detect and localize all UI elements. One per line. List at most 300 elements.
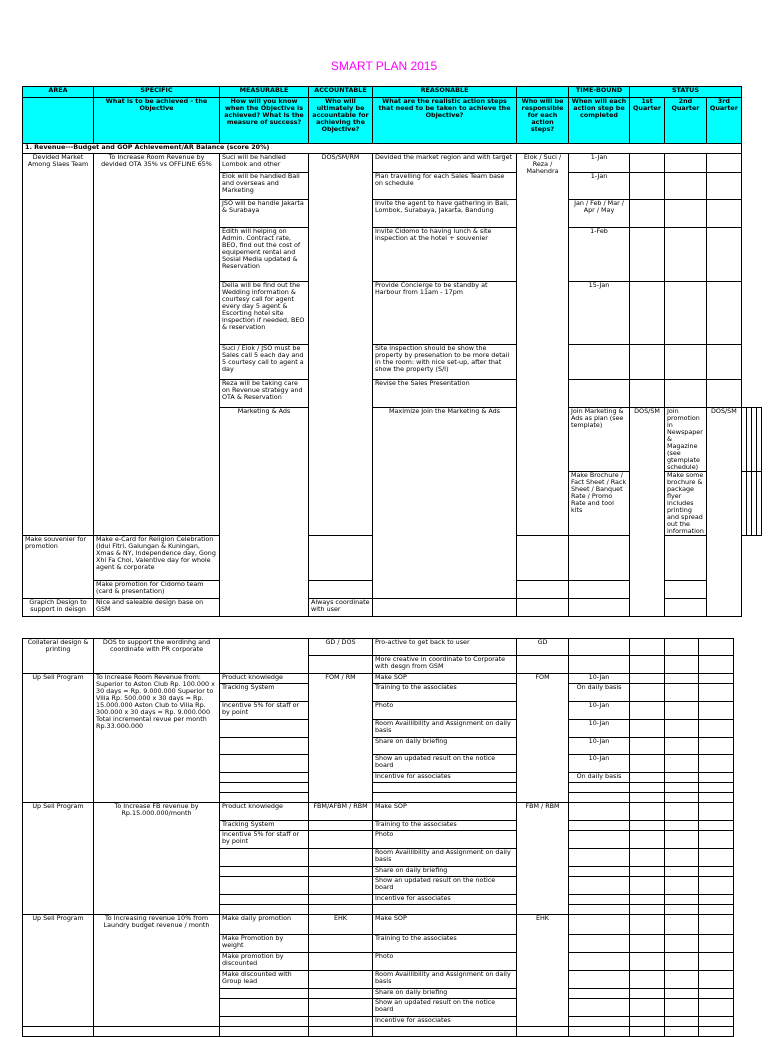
reasonable-cell: Provide Concierge to be standby at Harbour from 11am - 17pm <box>373 282 517 345</box>
header-reasonable: REASONABLE <box>373 87 517 98</box>
q1-cell <box>630 849 665 867</box>
measurable-cell: Join Marketing & Ads as plan (see template) <box>569 408 630 472</box>
measurable-cell <box>220 867 309 877</box>
q1-cell <box>630 345 665 380</box>
time-cell <box>569 803 630 821</box>
q2-cell <box>665 877 699 895</box>
time-cell <box>569 905 630 915</box>
accountable-cell <box>309 999 373 1017</box>
q1-cell <box>630 228 665 282</box>
q3-cell <box>699 905 734 915</box>
q2-cell <box>665 173 707 200</box>
header-row <box>23 87 762 98</box>
q3-cell <box>706 228 741 282</box>
reasonable-cell: Share on daily briefing <box>373 738 517 755</box>
area-cell: Up Sell Program <box>23 915 94 1027</box>
time-cell <box>569 656 630 674</box>
q3-cell <box>699 656 734 674</box>
measurable-cell: Elok will be handled Bali and overseas and Marketing <box>220 173 309 200</box>
measurable-cell: Tracking System <box>220 821 309 831</box>
header-area-blank <box>23 98 94 144</box>
section-row <box>23 144 762 154</box>
reasonable-cell: Devided the market region and with target <box>373 154 517 173</box>
q3-cell <box>699 702 734 720</box>
q3-cell <box>706 380 741 408</box>
measurable-cell: Make promotion by discounted <box>220 953 309 971</box>
header-reasonable-question: What are the realistic action steps that need to be taken to achieve the Objective? <box>373 98 517 144</box>
accountable-cell <box>309 867 373 877</box>
q3-cell <box>699 831 734 849</box>
reasonable-cell: More creative in coordinate to Corporate with desgn from GSM <box>373 656 517 674</box>
q1-cell <box>630 783 665 793</box>
q3-cell <box>699 915 734 935</box>
time-cell <box>569 793 630 803</box>
table-row <box>23 639 734 656</box>
q1-cell <box>630 793 665 803</box>
time-cell <box>569 953 630 971</box>
accountable-cell <box>309 849 373 867</box>
measurable-cell <box>220 849 309 867</box>
q2-cell <box>665 831 699 849</box>
q3-cell <box>706 282 741 345</box>
q1-cell <box>630 905 665 915</box>
time-cell <box>569 895 630 905</box>
q3-cell <box>665 581 707 599</box>
accountable-cell <box>309 656 373 674</box>
accountable-cell <box>309 877 373 895</box>
q2-cell <box>665 684 699 702</box>
q2-cell <box>665 989 699 999</box>
measurable-cell: Edith will helping on Admin. Contract rate, BEO, find out the cost of equipement rental and Sosial Media updated & Reservation <box>220 228 309 282</box>
measurable-cell: Product knowledge <box>220 803 309 821</box>
measurable-cell: Incentive 5% for staff or by point <box>220 831 309 849</box>
reasonable-cell: Make e-Card for Religion Celebration (Idul Fitri, Galungan & Kuningan, Xmas & NY, Independence day, Gong Xhi Fa Choi, Valentive day for whole agent & corporate <box>94 536 220 581</box>
q3-cell <box>699 803 734 821</box>
q2-cell <box>665 953 699 971</box>
q3-cell <box>699 877 734 895</box>
q3-cell <box>706 345 741 380</box>
header-q1: 1st Quarter <box>630 98 665 144</box>
header-time-question: When will each action step be completed <box>569 98 630 144</box>
accountable-cell <box>309 971 373 989</box>
q3-cell <box>699 773 734 783</box>
time-cell <box>569 821 630 831</box>
q3-cell <box>699 684 734 702</box>
q3-cell <box>665 536 707 581</box>
responsible-cell <box>517 656 569 674</box>
header-area: AREA <box>23 87 94 98</box>
reasonable-cell: Photo <box>373 953 517 971</box>
measurable-cell <box>220 1017 309 1027</box>
measurable-cell <box>220 755 309 773</box>
reasonable-cell: Incentive for associates <box>373 1017 517 1027</box>
accountable-cell: FBM/AFBM / RBM <box>309 803 373 821</box>
q2-cell <box>665 783 699 793</box>
time-cell: 10-Jan <box>569 674 630 684</box>
q2-cell <box>665 345 707 380</box>
area-cell: Devided Market Among Slaes Team <box>23 154 94 536</box>
q2-cell <box>665 803 699 821</box>
q1-cell <box>517 581 569 599</box>
time-cell <box>569 783 630 793</box>
measurable-cell <box>220 989 309 999</box>
reasonable-cell: Incentive for associates <box>373 895 517 905</box>
accountable-cell: DOS/SM <box>630 408 665 617</box>
reasonable-cell: Revise the Sales Presentation <box>373 380 517 408</box>
q1-cell <box>630 821 665 831</box>
header-specific-question: What is to be achieved - the Objective <box>94 98 220 144</box>
time-cell <box>569 849 630 867</box>
time-cell <box>569 639 630 656</box>
q1-cell <box>630 282 665 345</box>
responsible-cell: FOM <box>517 674 569 803</box>
specific-cell: To Increase Room Revenue by devided OTA 35% vs OFFLINE 65% <box>94 154 220 536</box>
q1-cell <box>630 915 665 935</box>
q3-cell <box>699 755 734 773</box>
area-cell: Marketing & Ads <box>220 408 309 617</box>
reasonable-cell: Join promotion in Newspaper & Magazine (see gtemplate schedule) <box>665 408 707 472</box>
header-responsible-question: Who will be responsible for each action steps? <box>517 98 569 144</box>
time-cell <box>569 935 630 953</box>
reasonable-cell: Room Availlibility and Assignment on daily basis <box>373 849 517 867</box>
time-cell: 10-Jan <box>569 738 630 755</box>
q3-cell <box>699 849 734 867</box>
measurable-cell: Make Promotion by weight <box>220 935 309 953</box>
q2-cell <box>665 282 707 345</box>
q1-cell <box>630 877 665 895</box>
area-cell: Up Sell Program <box>23 803 94 915</box>
q3-cell <box>699 674 734 684</box>
q3-cell <box>699 867 734 877</box>
q3-cell <box>699 793 734 803</box>
reasonable-cell: Incentive for associates <box>373 773 517 783</box>
smart-plan-table-page-2 <box>22 638 734 1037</box>
specific-cell <box>94 1027 220 1037</box>
time-cell: 10-Jan <box>569 702 630 720</box>
q1-cell <box>630 803 665 821</box>
accountable-cell: DOS/SM/RM <box>309 154 373 536</box>
q3-cell <box>756 408 761 472</box>
reasonable-cell: Always coordinate with user <box>309 599 373 617</box>
reasonable-cell: Share on daily briefing <box>373 989 517 999</box>
q2-cell <box>665 200 707 228</box>
measurable-cell: Make discounted with Group lead <box>220 971 309 989</box>
q2-cell <box>665 380 707 408</box>
q3-cell <box>699 989 734 999</box>
q3-cell <box>706 154 741 173</box>
accountable-cell: EHK <box>309 915 373 935</box>
measurable-cell: Make Brochure / Fact Sheet / Rack Sheet / Banquet Rate / Promo Rate and tool kits <box>569 472 630 536</box>
reasonable-cell: Make SOP <box>373 674 517 684</box>
accountable-cell <box>309 821 373 831</box>
header-question-row <box>23 98 762 144</box>
header-accountable-question: Who will ultimately be accountable for achieving the Objective? <box>309 98 373 144</box>
time-cell: 10-Jan <box>569 755 630 773</box>
accountable-cell <box>309 953 373 971</box>
measurable-cell <box>220 639 309 674</box>
measurable-cell: Tracking System <box>220 684 309 702</box>
time-cell <box>569 1027 630 1037</box>
accountable-cell: FOM / RM <box>309 674 373 803</box>
q1-cell <box>630 656 665 674</box>
reasonable-cell <box>373 1027 517 1037</box>
measurable-cell: Nice and saleable design base on GSM <box>94 599 220 617</box>
q1-cell <box>630 154 665 173</box>
q2-cell <box>665 821 699 831</box>
q2-cell <box>665 720 699 738</box>
header-status: STATUS <box>630 87 742 98</box>
area-cell: Up Sell Program <box>23 674 94 803</box>
measurable-cell <box>220 783 309 793</box>
q1-cell <box>630 380 665 408</box>
q2-cell <box>665 999 699 1017</box>
q2-cell <box>665 639 699 656</box>
q2-cell <box>569 536 630 581</box>
accountable-cell <box>309 1017 373 1027</box>
header-time-bound: TIME-BOUND <box>569 87 630 98</box>
header-q2: 2nd Quarter <box>665 98 707 144</box>
q2-cell <box>665 849 699 867</box>
q2-cell <box>665 773 699 783</box>
reasonable-cell <box>373 793 517 803</box>
responsible-cell: FBM / RBM <box>517 803 569 915</box>
time-cell: Jan / Feb / Mar / Apr / May <box>569 200 630 228</box>
accountable-cell <box>309 989 373 999</box>
table-row <box>23 154 762 173</box>
measurable-cell: JSO will be handle Jakarta & Surabaya <box>220 200 309 228</box>
q3-cell <box>699 1027 734 1037</box>
q3-cell <box>699 783 734 793</box>
q2-cell <box>665 755 699 773</box>
specific-cell: To Increase FB revenue by Rp.15.000.000/month <box>94 803 220 915</box>
reasonable-cell: Photo <box>373 831 517 849</box>
measurable-cell: Suci / Elok / JSO must be Sales call 5 each day and 5 courtesy call to agent a day <box>220 345 309 380</box>
time-cell <box>569 345 630 380</box>
table-row <box>23 1027 734 1037</box>
measurable-cell <box>220 773 309 783</box>
measurable-cell: Reza will be taking care on Revenue strategy and OTA & Reservation <box>220 380 309 408</box>
header-specific: SPECIFIC <box>94 87 220 98</box>
q2-cell <box>665 702 699 720</box>
q2-cell <box>665 895 699 905</box>
time-cell: 15-Jan <box>569 282 630 345</box>
q1-cell <box>630 935 665 953</box>
measurable-cell: Make souvenier for promotion <box>23 536 94 599</box>
specific-cell: Grapich Design to support in deisgn <box>23 599 94 617</box>
reasonable-cell: Pro-active to get back to user <box>373 639 517 656</box>
q3-cell <box>699 639 734 656</box>
page-title: SMART PLAN 2015 <box>330 59 438 73</box>
q1-cell <box>630 999 665 1017</box>
time-cell: 1-Jan <box>569 173 630 200</box>
measurable-cell: Make daily promotion <box>220 915 309 935</box>
table-row <box>23 915 734 935</box>
time-cell <box>569 380 630 408</box>
reasonable-cell: Site inspection should be show the property by presenation to be more detail in the room: with nice set-up, after that show the property (S/I) <box>373 345 517 380</box>
header-q3: 3rd Quarter <box>706 98 741 144</box>
accountable-cell: GD / DOS <box>309 639 373 656</box>
q1-cell <box>630 639 665 656</box>
smart-plan-table-page-1 <box>22 86 762 617</box>
time-cell <box>373 599 517 617</box>
accountable-cell <box>309 1027 373 1037</box>
header-accountable: ACCOUNTABLE <box>309 87 373 98</box>
header-responsible-blank <box>517 87 569 98</box>
reasonable-cell: Room Availlibility and Assignment on daily basis <box>373 971 517 989</box>
responsible-cell: Elok / Suci / Reza / Mahendra <box>517 154 569 536</box>
accountable-cell <box>309 831 373 849</box>
reasonable-cell: Make some brochure & package flyer includes printing and spread out the information <box>665 472 707 536</box>
time-cell: On daily basis <box>569 773 630 783</box>
specific-cell: To Increasing revenue 10% from Laundry budget revenue / month <box>94 915 220 1027</box>
header-measurable: MEASURABLE <box>220 87 309 98</box>
q3-cell <box>699 953 734 971</box>
q1-cell <box>630 831 665 849</box>
reasonable-cell: Training to the associates <box>373 684 517 702</box>
reasonable-cell: Share on daily briefing <box>373 867 517 877</box>
q2-cell <box>665 867 699 877</box>
time-cell <box>569 999 630 1017</box>
q2-cell <box>665 793 699 803</box>
section-title: 1. Revenue---Budget and GOP Achievement/AR Balance (score 20%) <box>23 144 742 154</box>
time-cell <box>569 831 630 849</box>
measurable-cell <box>220 999 309 1017</box>
measurable-cell: Della will be find out the Wedding information & courtesy call for agent every day 5 agent & Escorting hotel site inspection if needed, BEO & reservation <box>220 282 309 345</box>
q2-cell <box>569 581 630 599</box>
q2-cell <box>665 154 707 173</box>
specific-cell: Maximize Join the Marketing & Ads <box>373 408 517 599</box>
q3-cell <box>699 738 734 755</box>
q1-cell <box>630 1027 665 1037</box>
q1-cell <box>630 173 665 200</box>
q1-cell <box>630 953 665 971</box>
reasonable-cell: Invite Cidomo to having lunch & site inspection at the hotel + souvenier <box>373 228 517 282</box>
measurable-cell <box>220 720 309 738</box>
header-measurable-question: How will you know when the Objective is achieved? What is the measure of success? <box>220 98 309 144</box>
measurable-cell: Suci will be handled Lombok and other <box>220 154 309 173</box>
q2-cell <box>665 228 707 282</box>
accountable-cell <box>309 935 373 953</box>
responsible-cell: EHK <box>517 915 569 1027</box>
time-cell <box>309 536 373 581</box>
q3-cell <box>706 173 741 200</box>
table-row <box>23 803 734 821</box>
reasonable-cell: Photo <box>373 702 517 720</box>
specific-cell: To Increase Room Revenue from: Superior to Aston Club Rp. 100.000 x 30 days = Rp. 9.000.000 Superior to Villa Rp. 500.000 x 30 days = Rp. 15.000.000 Aston Club to Villa Rp. 300.000 x 30 days = Rp. 9.000.000 Total incremental revue per month Rp.33.000.000 <box>94 674 220 803</box>
reasonable-cell: Make SOP <box>373 803 517 821</box>
q1-cell <box>630 895 665 905</box>
q2-cell <box>665 1027 699 1037</box>
q1-cell <box>630 200 665 228</box>
q3-cell <box>756 472 761 536</box>
reasonable-cell: Make SOP <box>373 915 517 935</box>
reasonable-cell: Show an updated result on the notice board <box>373 877 517 895</box>
time-cell: 10-Jan <box>569 720 630 738</box>
reasonable-cell: Show an updated result on the notice board <box>373 755 517 773</box>
q2-cell <box>665 935 699 953</box>
responsible-cell: DOS/SM <box>706 408 741 617</box>
q3-cell <box>665 599 707 617</box>
measurable-cell <box>220 738 309 755</box>
measurable-cell: Product knowledge <box>220 674 309 684</box>
reasonable-cell: Show an updated result on the notice board <box>373 999 517 1017</box>
time-cell <box>569 989 630 999</box>
q1-cell <box>630 684 665 702</box>
area-cell <box>23 1027 94 1037</box>
measurable-cell <box>220 905 309 915</box>
time-cell <box>569 971 630 989</box>
measurable-cell: Incentive 5% for staff or by point <box>220 702 309 720</box>
reasonable-cell: Plan travelling for each Sales Team base on schedule <box>373 173 517 200</box>
q3-cell <box>699 1017 734 1027</box>
reasonable-cell <box>373 905 517 915</box>
specific-cell: DOS to support the wordinhg and coordinate with PR corporate <box>94 639 220 674</box>
q1-cell <box>630 867 665 877</box>
q1-cell <box>517 599 569 617</box>
measurable-cell <box>220 1027 309 1037</box>
q1-cell <box>630 755 665 773</box>
area-cell: Collateral design & printing <box>23 639 94 674</box>
q2-cell <box>665 1017 699 1027</box>
accountable-cell <box>309 895 373 905</box>
q3-cell <box>699 821 734 831</box>
q1-cell <box>630 674 665 684</box>
responsible-cell: GD <box>517 639 569 656</box>
q2-cell <box>665 905 699 915</box>
time-cell: On daily basis <box>569 684 630 702</box>
q3-cell <box>699 971 734 989</box>
reasonable-cell <box>373 783 517 793</box>
table-row <box>23 674 734 684</box>
q3-cell <box>699 999 734 1017</box>
time-cell <box>569 877 630 895</box>
q1-cell <box>630 702 665 720</box>
q2-cell <box>569 599 630 617</box>
measurable-cell <box>220 877 309 895</box>
measurable-cell <box>220 793 309 803</box>
q3-cell <box>699 720 734 738</box>
time-cell <box>309 581 373 599</box>
q3-cell <box>699 935 734 953</box>
q1-cell <box>630 989 665 999</box>
reasonable-cell: Training to the associates <box>373 935 517 953</box>
reasonable-cell: Make promotion for Cidomo team (card & presentation) <box>94 581 220 599</box>
time-cell: 1-Jan <box>569 154 630 173</box>
reasonable-cell: Training to the associates <box>373 821 517 831</box>
reasonable-cell: Room Availlibility and Assignment on daily basis <box>373 720 517 738</box>
q2-cell <box>665 738 699 755</box>
q2-cell <box>665 674 699 684</box>
q1-cell <box>630 1017 665 1027</box>
q2-cell <box>665 915 699 935</box>
q1-cell <box>630 971 665 989</box>
measurable-cell <box>220 895 309 905</box>
q1-cell <box>630 738 665 755</box>
q1-cell <box>517 536 569 581</box>
time-cell: 1-Feb <box>569 228 630 282</box>
q1-cell <box>630 773 665 783</box>
q2-cell <box>665 656 699 674</box>
q3-cell <box>706 200 741 228</box>
time-cell <box>569 915 630 935</box>
reasonable-cell: Invite the agent to have gathering in Bali, Lombok, Surabaya, Jakarta, Bandung <box>373 200 517 228</box>
time-cell <box>569 1017 630 1027</box>
q1-cell <box>630 720 665 738</box>
responsible-cell <box>517 1027 569 1037</box>
accountable-cell <box>309 905 373 915</box>
time-cell <box>569 867 630 877</box>
q2-cell <box>665 971 699 989</box>
